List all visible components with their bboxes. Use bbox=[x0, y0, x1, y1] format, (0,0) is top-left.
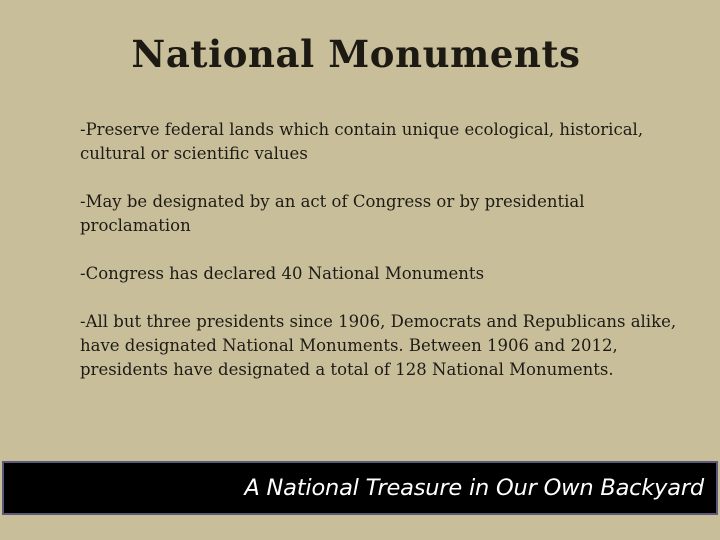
footer-band bbox=[2, 461, 718, 515]
bullet-list bbox=[80, 118, 680, 406]
footer-tagline: A National Treasure in Our Own Backyard bbox=[244, 475, 704, 501]
slide-title: National Monuments bbox=[131, 32, 581, 76]
bullet-item: -Congress has declared 40 National Monuments bbox=[80, 264, 485, 283]
bullet-item: -May be designated by an act of Congress or by presidential proclamation bbox=[80, 192, 585, 235]
bullet-item: -Preserve federal lands which contain unique ecological, historical, cultural or scientific values bbox=[80, 120, 644, 163]
bullet-item: -All but three presidents since 1906, Democrats and Republicans alike, have designated National Monuments. Between 1906 and 2012, presidents have designated a total of 128 National Monuments. bbox=[80, 312, 677, 379]
